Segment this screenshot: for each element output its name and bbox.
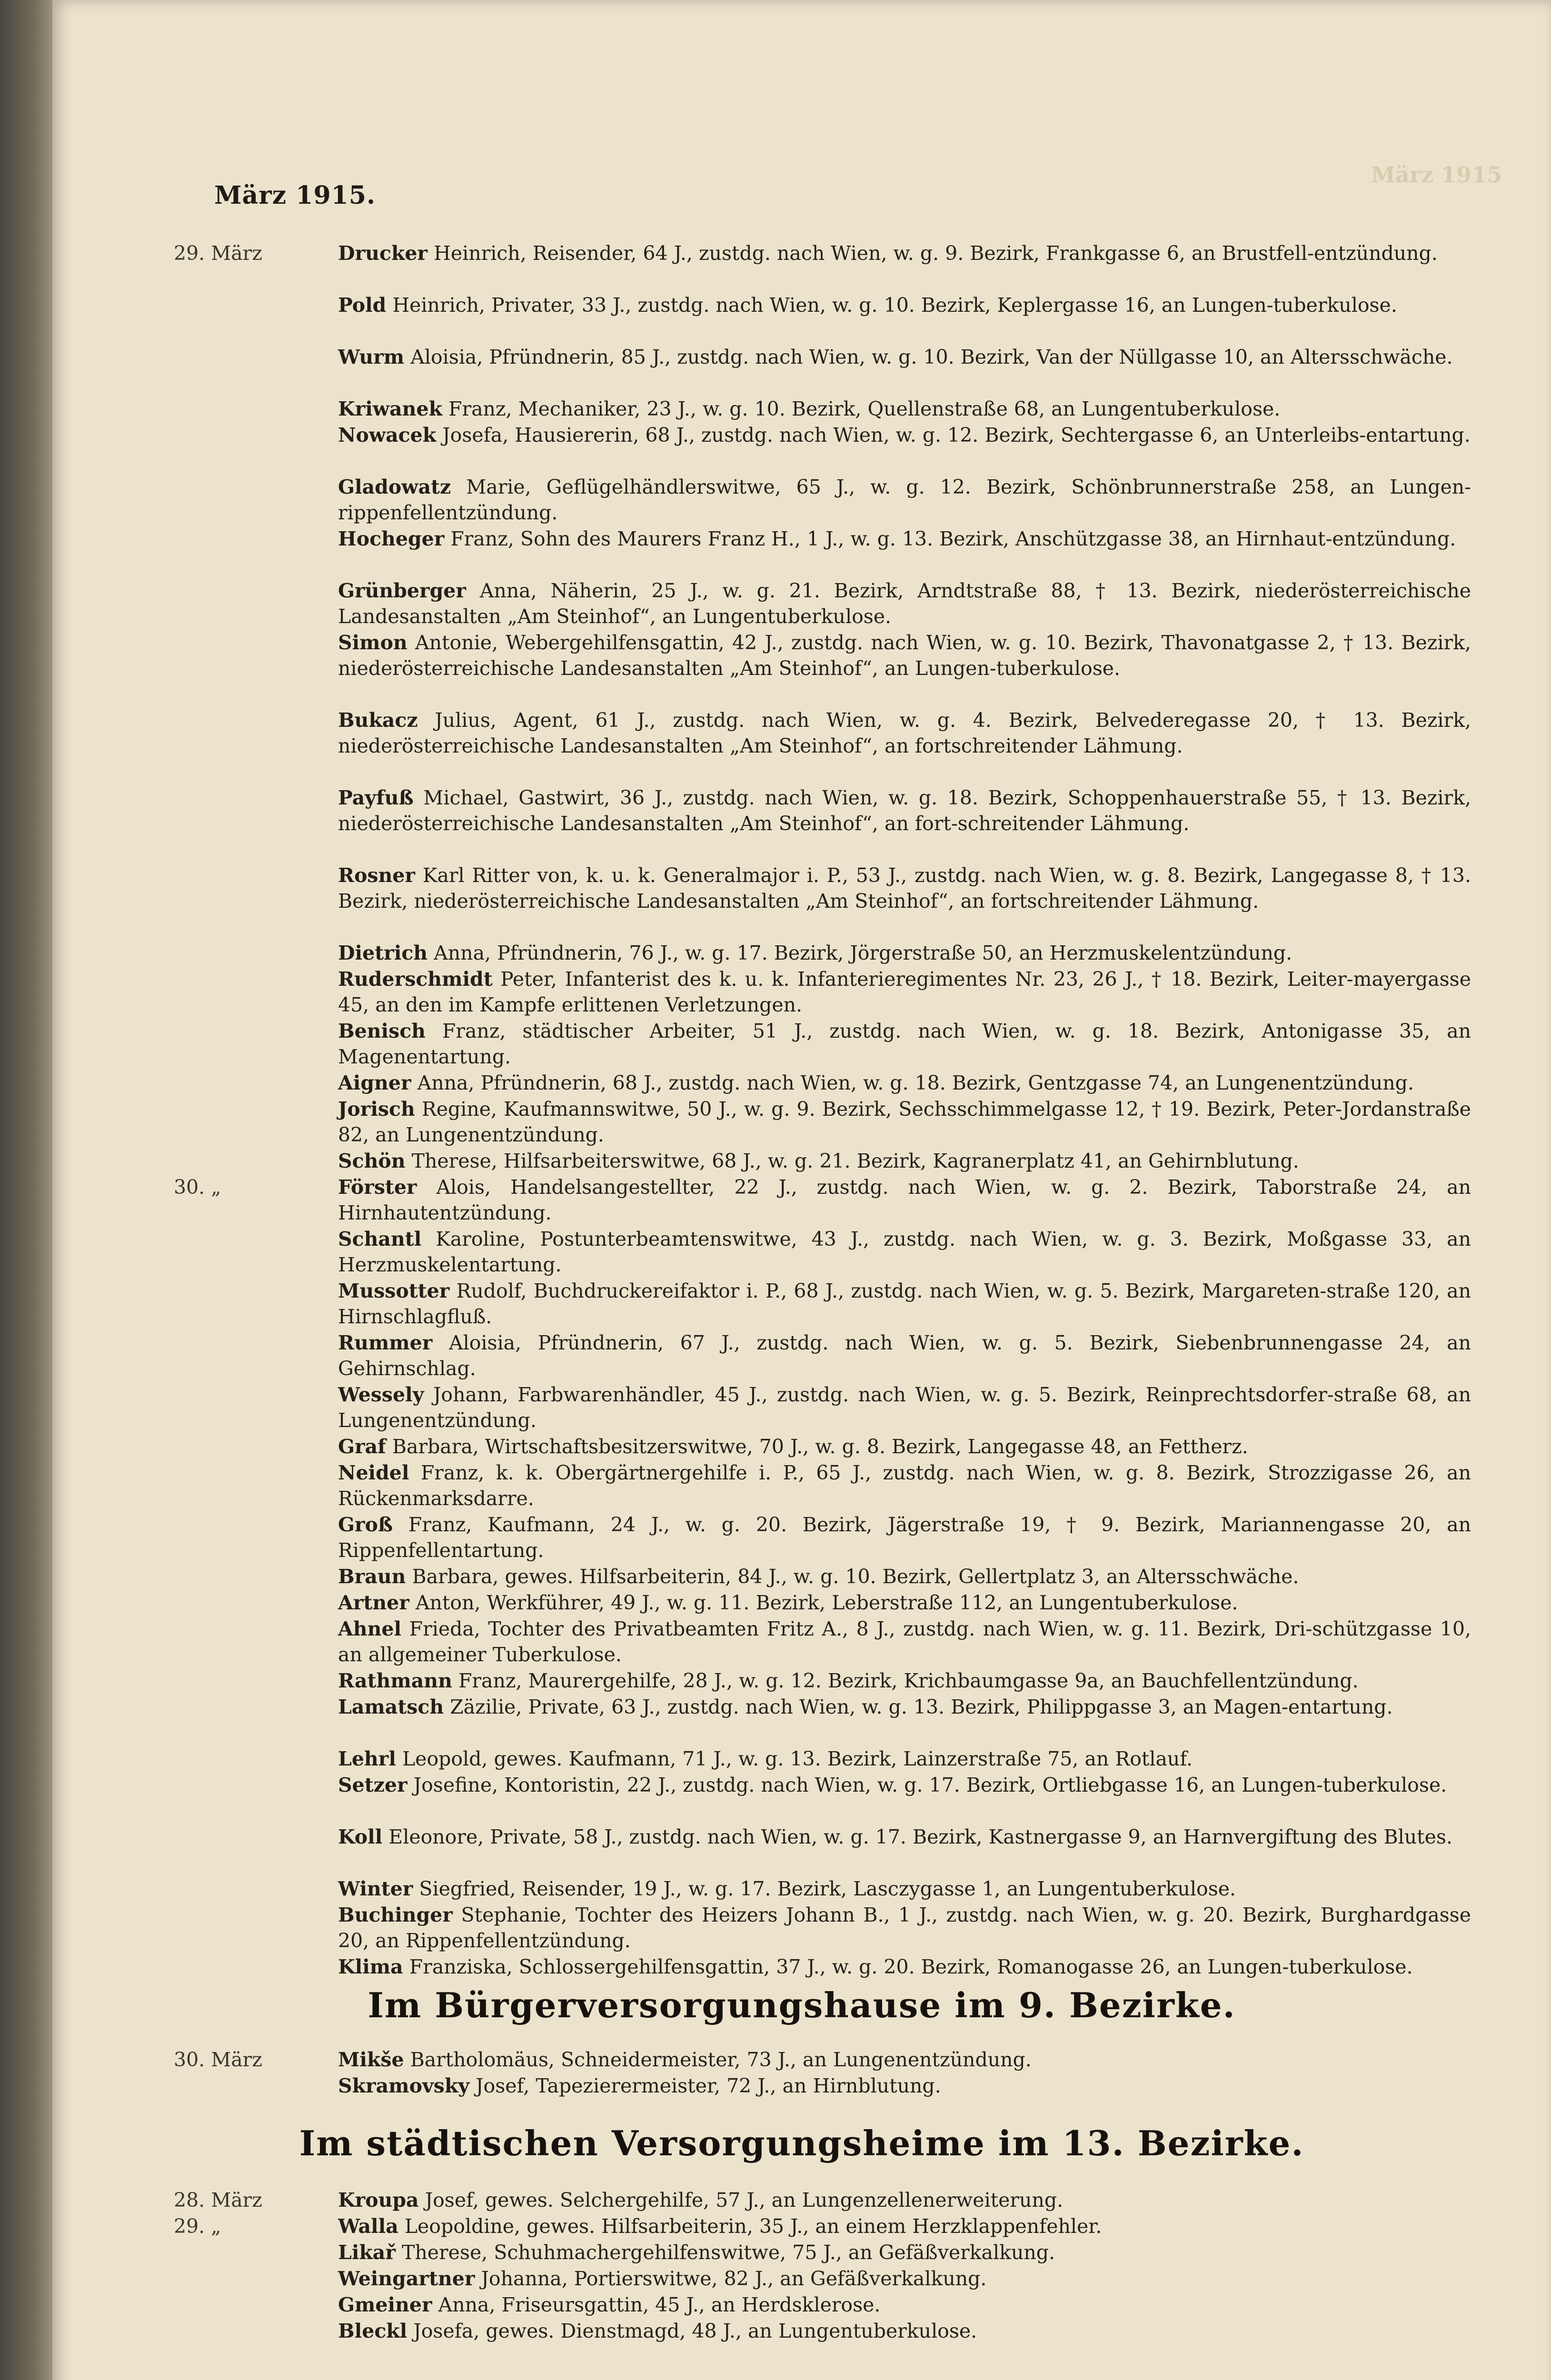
deceased-surname: Förster bbox=[338, 1176, 417, 1199]
register-entry bbox=[338, 1954, 1471, 1980]
register-entry bbox=[338, 344, 1471, 370]
deceased-surname: Mussotter bbox=[338, 1279, 450, 1302]
entry-details: Therese, Schuhmachergehilfenswitwe, 75 J., an Gefäßverkalkung. bbox=[402, 2241, 1055, 2264]
deceased-surname: Aigner bbox=[338, 1071, 411, 1094]
entry-details: Anna, Näherin, 25 J., w. g. 21. Bezirk, Arndtstraße 88, † 13. Bezirk, niederösterreichische Landesanstalten „Am Steinhof“, an Lungentuberkulose. bbox=[338, 579, 1471, 628]
register-entry bbox=[338, 2318, 1471, 2344]
entry-details: Franz, städtischer Arbeiter, 51 J., zustdg. nach Wien, w. g. 18. Bezirk, Antonigasse 35, an Magenentartung. bbox=[338, 1020, 1471, 1068]
entry-details: Franz, k. k. Obergärtnergehilfe i. P., 65 J., zustdg. nach Wien, w. g. 8. Bezirk, Strozzigasse 26, an Rückenmarksdarre. bbox=[338, 1461, 1471, 1510]
section-heading: Im städtischen Versorgungsheime im 13. Bezirke. bbox=[299, 2123, 1304, 2163]
deceased-surname: Lamatsch bbox=[338, 1696, 444, 1718]
deceased-surname: Jorisch bbox=[338, 1098, 415, 1121]
entry-details: Aloisia, Pfründnerin, 67 J., zustdg. nach Wien, w. g. 5. Bezirk, Siebenbrunnengasse 24, an Gehirnschlag. bbox=[338, 1331, 1471, 1380]
entry-details: Franz, Kaufmann, 24 J., w. g. 20. Bezirk, Jägerstraße 19, † 9. Bezirk, Mariannengasse 20, an Rippenfellentartung. bbox=[338, 1513, 1471, 1562]
entry-details: Bartholomäus, Schneidermeister, 73 J., an Lungenentzündung. bbox=[410, 2048, 1032, 2071]
deceased-surname: Ahnel bbox=[338, 1617, 402, 1640]
deceased-surname: Braun bbox=[338, 1565, 406, 1588]
deceased-surname: Klima bbox=[338, 1955, 403, 1978]
register-entry bbox=[338, 474, 1471, 526]
deceased-surname: Weingartner bbox=[338, 2267, 475, 2290]
register-entry bbox=[338, 1070, 1471, 1096]
deceased-surname: Rathmann bbox=[338, 1669, 452, 1692]
register-entry bbox=[338, 630, 1471, 681]
entry-details: Karl Ritter von, k. u. k. Generalmajor i. P., 53 J., zustdg. nach Wien, w. g. 8. Bezirk, Langegasse 8, † 13. Bezirk, niederösterreichische Landesanstalten „Am Steinhof“, an fortschreitender Lähmung. bbox=[338, 864, 1471, 912]
entry-details: Leopold, gewes. Kaufmann, 71 J., w. g. 13. Bezirk, Lainzerstraße 75, an Rotlauf. bbox=[402, 1747, 1193, 1770]
entry-details: Julius, Agent, 61 J., zustdg. nach Wien, w. g. 4. Bezirk, Belvederegasse 20, † 13. Bezirk, niederösterreichische Landesanstalten „Am Steinhof“, an fortschreitender Lähmung. bbox=[338, 709, 1471, 757]
deceased-surname: Rummer bbox=[338, 1331, 433, 1354]
register-entry bbox=[338, 2073, 1471, 2099]
deceased-surname: Schantl bbox=[338, 1228, 422, 1250]
document-page bbox=[52, 0, 1551, 2380]
deceased-surname: Koll bbox=[338, 1825, 383, 1848]
deceased-surname: Walla bbox=[338, 2215, 398, 2238]
entry-details: Anna, Pfründnerin, 76 J., w. g. 17. Bezirk, Jörgerstraße 50, an Herzmuskelentzündung. bbox=[434, 942, 1292, 964]
entry-details: Heinrich, Reisender, 64 J., zustdg. nach Wien, w. g. 9. Bezirk, Frankgasse 6, an Brustfell-entzündung. bbox=[434, 242, 1438, 265]
entry-details: Frieda, Tochter des Privatbeamten Fritz A., 8 J., zustdg. nach Wien, w. g. 11. Bezirk, Dri-schützgasse 10, an allgemeiner Tuberkulose. bbox=[338, 1617, 1471, 1666]
deceased-surname: Benisch bbox=[338, 1020, 426, 1042]
deceased-surname: Rosner bbox=[338, 864, 415, 887]
register-entry bbox=[338, 1434, 1471, 1459]
entry-details: Josefa, Hausiererin, 68 J., zustdg. nach Wien, w. g. 12. Bezirk, Sechtergasse 6, an Unterleibs-entartung. bbox=[442, 424, 1471, 446]
register-entry bbox=[338, 1460, 1471, 1511]
register-entry bbox=[338, 396, 1471, 422]
entry-details: Josefine, Kontoristin, 22 J., zustdg. nach Wien, w. g. 17. Bezirk, Ortliebgasse 16, an Lungen-tuberkulose. bbox=[413, 1774, 1447, 1796]
entry-details: Franziska, Schlossergehilfensgattin, 37 J., w. g. 20. Bezirk, Romanogasse 26, an Lungen-tuberkulose. bbox=[409, 1955, 1413, 1978]
deceased-surname: Groß bbox=[338, 1513, 393, 1536]
deceased-surname: Graf bbox=[338, 1435, 386, 1458]
deceased-surname: Artner bbox=[338, 1591, 409, 1614]
register-entry bbox=[338, 1382, 1471, 1433]
deceased-surname: Bukacz bbox=[338, 709, 418, 732]
register-entry bbox=[338, 1148, 1471, 1174]
book-gutter bbox=[0, 0, 52, 2380]
deceased-surname: Simon bbox=[338, 631, 408, 654]
entry-date: 28. März bbox=[174, 2189, 262, 2211]
register-entry bbox=[338, 1746, 1471, 1772]
deceased-surname: Winter bbox=[338, 1877, 413, 1900]
register-entry bbox=[338, 1226, 1471, 1278]
deceased-surname: Grünberger bbox=[338, 579, 466, 602]
entry-details: Antonie, Webergehilfensgattin, 42 J., zustdg. nach Wien, w. g. 10. Bezirk, Thavonatgasse 2, † 13. Bezirk, niederösterreichische Landesanstalten „Am Steinhof“, an Lungen-tuberkulose. bbox=[338, 631, 1471, 680]
register-entry bbox=[338, 1096, 1471, 1148]
entry-details: Barbara, gewes. Hilfsarbeiterin, 84 J., w. g. 10. Bezirk, Gellertplatz 3, an Altersschwäche. bbox=[412, 1565, 1299, 1588]
register-entry bbox=[338, 2213, 1471, 2239]
deceased-surname: Dietrich bbox=[338, 942, 428, 964]
register-entry bbox=[338, 1824, 1471, 1850]
entry-details: Franz, Sohn des Maurers Franz H., 1 J., w. g. 13. Bezirk, Anschützgasse 38, an Hirnhaut-entzündung. bbox=[450, 527, 1456, 550]
entry-date: 29. März bbox=[174, 242, 262, 265]
deceased-surname: Hocheger bbox=[338, 527, 445, 550]
entry-details: Peter, Infanterist des k. u. k. Infanterieregimentes Nr. 23, 26 J., † 18. Bezirk, Leiter-mayergasse 45, an den im Kampfe erlittenen Verletzungen. bbox=[338, 968, 1471, 1016]
register-entry bbox=[338, 2292, 1471, 2318]
register-entry bbox=[338, 1564, 1471, 1589]
entry-details: Alois, Handelsangestellter, 22 J., zustdg. nach Wien, w. g. 2. Bezirk, Taborstraße 24, an Hirnhautentzündung. bbox=[338, 1176, 1471, 1224]
register-entry bbox=[338, 240, 1471, 266]
deceased-surname: Wurm bbox=[338, 346, 405, 368]
entry-details: Josef, Tapezierermeister, 72 J., an Hirnblutung. bbox=[476, 2074, 941, 2097]
register-entry bbox=[338, 578, 1471, 629]
entry-details: Regine, Kaufmannswitwe, 50 J., w. g. 9. Bezirk, Sechsschimmelgasse 12, † 19. Bezirk, Peter-Jordanstraße 82, an Lungenentzündung. bbox=[338, 1098, 1471, 1146]
register-entry bbox=[338, 2047, 1471, 2073]
entry-details: Anna, Pfründnerin, 68 J., zustdg. nach Wien, w. g. 18. Bezirk, Gentzgasse 74, an Lungenentzündung. bbox=[417, 1071, 1414, 1094]
page-header: März 1915. bbox=[214, 181, 376, 210]
register-entry bbox=[338, 940, 1471, 966]
entry-details: Aloisia, Pfründnerin, 85 J., zustdg. nach Wien, w. g. 10. Bezirk, Van der Nüllgasse 10, an Altersschwäche. bbox=[410, 346, 1453, 368]
register-entry bbox=[338, 707, 1471, 759]
entry-details: Karoline, Postunterbeamtenswitwe, 43 J., zustdg. nach Wien, w. g. 3. Bezirk, Moßgasse 33, an Herzmuskelentartung. bbox=[338, 1228, 1471, 1276]
register-entry bbox=[338, 1902, 1471, 1954]
register-entry bbox=[338, 1278, 1471, 1329]
entry-details: Anton, Werkführer, 49 J., w. g. 11. Bezirk, Leberstraße 112, an Lungentuberkulose. bbox=[415, 1591, 1238, 1614]
entry-details: Michael, Gastwirt, 36 J., zustdg. nach Wien, w. g. 18. Bezirk, Schoppenhauerstraße 55, † 13. Bezirk, niederösterreichische Landesanstalten „Am Steinhof“, an fort-schreitender Lähmung. bbox=[338, 786, 1471, 835]
entry-date: 29. „ bbox=[174, 2215, 221, 2238]
deceased-surname: Mikše bbox=[338, 2048, 404, 2071]
entry-details: Josef, gewes. Selchergehilfe, 57 J., an Lungenzellenerweiterung. bbox=[425, 2189, 1064, 2211]
register-entry bbox=[338, 2240, 1471, 2265]
deceased-surname: Skramovsky bbox=[338, 2074, 470, 2097]
register-entry bbox=[338, 863, 1471, 914]
entry-details: Marie, Geflügelhändlerswitwe, 65 J., w. g. 12. Bezirk, Schönbrunnerstraße 258, an Lungen-rippenfellentzündung. bbox=[338, 476, 1471, 524]
bleed-through-header: März 1915 bbox=[1371, 162, 1502, 188]
entry-details: Rudolf, Buchdruckereifaktor i. P., 68 J., zustdg. nach Wien, w. g. 5. Bezirk, Margareten-straße 120, an Hirnschlagfluß. bbox=[338, 1279, 1471, 1328]
register-entry bbox=[338, 1668, 1471, 1694]
register-entry bbox=[338, 785, 1471, 836]
deceased-surname: Schön bbox=[338, 1150, 406, 1172]
register-entry bbox=[338, 1174, 1471, 1226]
section-heading: Im Bürgerversorgungshause im 9. Bezirke. bbox=[368, 1985, 1236, 2025]
entry-details: Josefa, gewes. Dienstmagd, 48 J., an Lungentuberkulose. bbox=[413, 2320, 977, 2342]
deceased-surname: Lehrl bbox=[338, 1747, 396, 1770]
register-entry bbox=[338, 966, 1471, 1018]
entry-details: Franz, Maurergehilfe, 28 J., w. g. 12. Bezirk, Krichbaumgasse 9a, an Bauchfellentzündung. bbox=[458, 1669, 1359, 1692]
entry-details: Therese, Hilfsarbeiterswitwe, 68 J., w. g. 21. Bezirk, Kagranerplatz 41, an Gehirnblutung. bbox=[411, 1150, 1299, 1172]
deceased-surname: Neidel bbox=[338, 1461, 409, 1484]
entry-details: Johann, Farbwarenhändler, 45 J., zustdg. nach Wien, w. g. 5. Bezirk, Reinprechtsdorfer-straße 68, an Lungenentzündung. bbox=[338, 1383, 1471, 1432]
deceased-surname: Kroupa bbox=[338, 2189, 419, 2211]
deceased-surname: Gladowatz bbox=[338, 476, 451, 498]
register-entry bbox=[338, 422, 1471, 448]
entry-details: Stephanie, Tochter des Heizers Johann B., 1 J., zustdg. nach Wien, w. g. 20. Bezirk, Burghardgasse 20, an Rippenfellentzündung. bbox=[338, 1904, 1471, 1952]
deceased-surname: Kriwanek bbox=[338, 397, 442, 420]
deceased-surname: Nowacek bbox=[338, 424, 437, 446]
entry-details: Heinrich, Privater, 33 J., zustdg. nach Wien, w. g. 10. Bezirk, Keplergasse 16, an Lungen-tuberkulose. bbox=[392, 294, 1397, 317]
deceased-surname: Pold bbox=[338, 294, 387, 317]
entry-details: Leopoldine, gewes. Hilfsarbeiterin, 35 J., an einem Herzklappenfehler. bbox=[404, 2215, 1102, 2238]
register-entry bbox=[338, 292, 1471, 318]
entry-details: Barbara, Wirtschaftsbesitzerswitwe, 70 J., w. g. 8. Bezirk, Langegasse 48, an Fettherz. bbox=[392, 1435, 1248, 1458]
register-entry bbox=[338, 1590, 1471, 1616]
entry-details: Zäzilie, Private, 63 J., zustdg. nach Wien, w. g. 13. Bezirk, Philippgasse 3, an Magen-entartung. bbox=[450, 1696, 1393, 1718]
deceased-surname: Likař bbox=[338, 2241, 396, 2264]
register-entry bbox=[338, 1772, 1471, 1798]
entry-details: Siegfried, Reisender, 19 J., w. g. 17. Bezirk, Lasczygasse 1, an Lungentuberkulose. bbox=[419, 1877, 1236, 1900]
deceased-surname: Buchinger bbox=[338, 1904, 453, 1926]
register-entry bbox=[338, 1018, 1471, 1070]
register-entry bbox=[338, 526, 1471, 552]
deceased-surname: Payfuß bbox=[338, 786, 414, 809]
entry-date: 30. „ bbox=[174, 1176, 221, 1199]
entry-details: Eleonore, Private, 58 J., zustdg. nach Wien, w. g. 17. Bezirk, Kastnergasse 9, an Harnvergiftung des Blutes. bbox=[388, 1825, 1452, 1848]
entry-details: Johanna, Portierswitwe, 82 J., an Gefäßverkalkung. bbox=[481, 2267, 987, 2290]
deceased-surname: Wessely bbox=[338, 1383, 424, 1406]
deceased-surname: Bleckl bbox=[338, 2320, 408, 2342]
entry-date: 30. März bbox=[174, 2048, 262, 2071]
register-entry bbox=[338, 1876, 1471, 1902]
deceased-surname: Setzer bbox=[338, 1774, 408, 1796]
register-entry bbox=[338, 1330, 1471, 1381]
deceased-surname: Gmeiner bbox=[338, 2293, 432, 2316]
register-entry bbox=[338, 1512, 1471, 1563]
deceased-surname: Drucker bbox=[338, 242, 428, 265]
register-entry bbox=[338, 2266, 1471, 2291]
register-entry bbox=[338, 1694, 1471, 1720]
register-entry bbox=[338, 1616, 1471, 1667]
entry-details: Franz, Mechaniker, 23 J., w. g. 10. Bezirk, Quellenstraße 68, an Lungentuberkulose. bbox=[448, 397, 1281, 420]
deceased-surname: Ruderschmidt bbox=[338, 968, 493, 991]
register-entry bbox=[338, 2187, 1471, 2213]
entry-details: Anna, Friseursgattin, 45 J., an Herdsklerose. bbox=[438, 2293, 881, 2316]
